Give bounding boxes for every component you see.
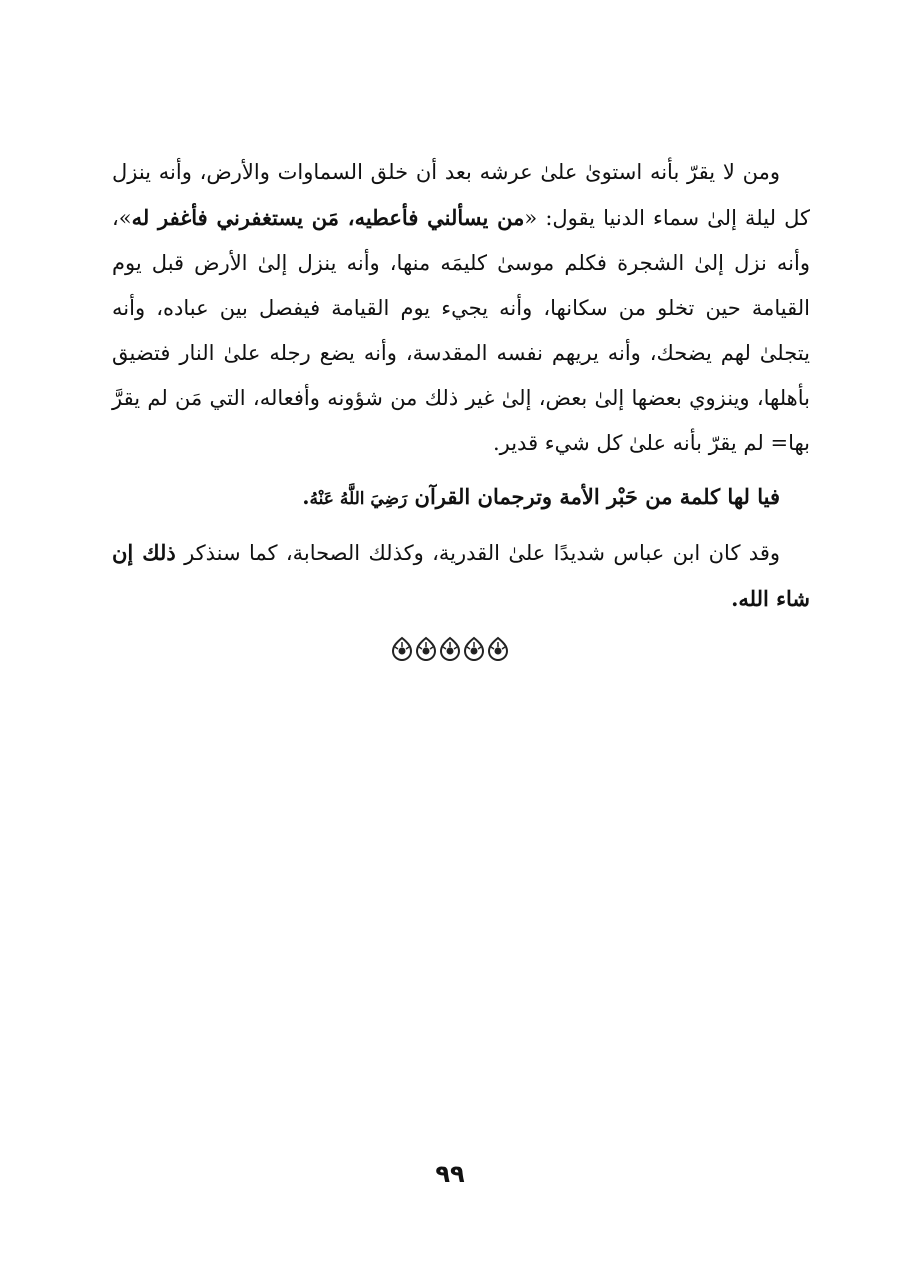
body-text <box>112 150 810 622</box>
paragraph-qadariyya <box>112 530 810 622</box>
paragraph-praise-end: . <box>302 484 310 509</box>
ornament-motif-icon <box>391 636 413 662</box>
page-number: ٩٩ <box>435 1160 465 1188</box>
paragraph-praise-text: فيا لها كلمة من حَبْر الأمة وترجمان القرآن <box>414 484 780 509</box>
paragraph-praise <box>112 474 810 522</box>
ornament-motif-icon <box>487 636 509 662</box>
floral-divider-icon <box>390 632 510 666</box>
paragraph-qadariyya-bold: ذلك إن شاء الله. <box>112 540 810 611</box>
paragraph-qadariyya-text: وقد كان ابن عباس شديدًا علىٰ القدرية، وكذلك الصحابة، كما سنذكر <box>184 541 780 565</box>
ornament-motif-icon <box>439 636 461 662</box>
paragraph-creed <box>112 150 810 466</box>
hadith-quote: من يسألني فأعطيه، مَن يستغفرني فأغفر له <box>131 205 525 230</box>
ornament-motif-icon <box>415 636 437 662</box>
paragraph-creed-part1: ومن لا يقرّ بأنه استوىٰ علىٰ عرشه بعد أن خلق السماوات والأرض، وأنه ينزل كل ليلة إلىٰ سماء الدنيا يقول: « <box>112 160 811 230</box>
ornament-motif-icon <box>463 636 485 662</box>
honorific-phrase: رَضِيَ اللَّهُ عَنْهُ <box>309 489 408 509</box>
paragraph-creed-part2: »، وأنه نزل إلىٰ الشجرة فكلم موسىٰ كليمَه منها، وأنه ينزل إلىٰ الأرض قبل يوم القيامة حين تخلو من سكانها، وأنه يجيء يوم القيامة فيفصل بين عباده، وأنه يتجلىٰ لهم يضحك، وأنه يريهم نفسه المقدسة، وأنه يضع رجله علىٰ النار فتضيق بأهلها، وينزوي بعضها إلىٰ بعض، إلىٰ غير ذلك من شؤونه وأفعاله، التي مَن لم يقرَّ بها= لم يقرّ بأنه علىٰ كل شيء قدير. <box>112 206 810 455</box>
